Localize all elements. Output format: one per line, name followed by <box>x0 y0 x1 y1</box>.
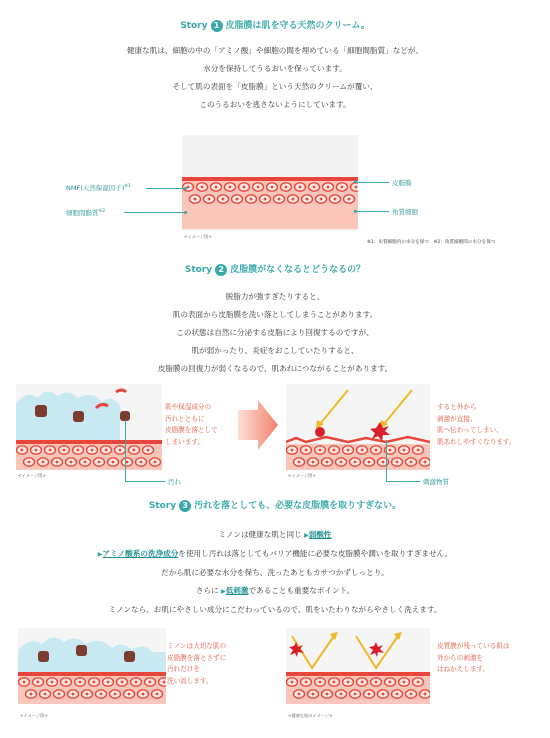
story2-left-description: 肌や保湿成分の 汚れとともに 皮脂膜を落として しまいます。 <box>165 403 218 446</box>
cell-nucleus <box>114 693 117 696</box>
cell-nucleus <box>28 461 31 464</box>
cell-nucleus <box>142 693 145 696</box>
cell-nucleus <box>63 449 66 452</box>
cell-nucleus <box>396 461 399 464</box>
image-note: <健康な肌のイメージ> <box>288 713 333 718</box>
cell-nucleus <box>250 198 253 201</box>
story3-line2: ▶アミノ酸系の洗浄成分を使用し汚れは落としてもバリア機能に必要な皮脂膜や潤いを取りすぎません。 <box>97 549 453 558</box>
cell-nucleus <box>112 461 115 464</box>
dirt-particle <box>76 645 87 656</box>
lipid-leader-dot <box>184 211 187 214</box>
nmf-leader-dot <box>184 187 187 190</box>
cell-nucleus <box>312 461 315 464</box>
dirt-particle <box>124 651 135 662</box>
dirt-leader-line-h <box>125 481 165 482</box>
cell-nucleus <box>37 681 40 684</box>
cell-nucleus <box>229 186 232 189</box>
story2-heading: 皮脂膜がなくなるとどうなるの？ <box>230 265 366 275</box>
cell-nucleus <box>375 681 378 684</box>
cell-nucleus <box>341 186 344 189</box>
cell-nucleus <box>21 449 24 452</box>
cell-nucleus <box>84 461 87 464</box>
cell-nucleus <box>79 681 82 684</box>
sebum-leader-line <box>355 182 389 183</box>
irritant-leader-line-h <box>386 481 420 482</box>
cell-nucleus <box>333 449 336 452</box>
cell-nucleus <box>285 186 288 189</box>
cell-nucleus <box>201 186 204 189</box>
story2-paragraph <box>0 288 550 378</box>
story2-number-badge: 2 <box>215 264 227 276</box>
link-arrow-icon: ▶ <box>221 588 226 595</box>
cell-nucleus <box>403 681 406 684</box>
cell-nucleus <box>340 461 343 464</box>
story3-line3: だから肌に必要な水分を保ち、洗ったあともカサつかずしっとり。 <box>161 568 389 577</box>
cell-nucleus <box>133 449 136 452</box>
cell-nucleus <box>354 693 357 696</box>
cell-nucleus <box>121 681 124 684</box>
cell-nucleus <box>354 461 357 464</box>
story2-line: この状態は自然に分泌する皮脂により回復するのですが、 <box>176 328 374 337</box>
skin-diagram-minon-washing <box>18 628 166 704</box>
skin-diagram-irritated <box>286 384 430 470</box>
lipid-label: 細胞間脂質$^{※2}$ <box>66 208 106 217</box>
story1-number-badge: 1 <box>211 20 223 32</box>
cell-nucleus <box>257 186 260 189</box>
cell-nucleus <box>98 461 101 464</box>
image-note: <イメージ図> <box>288 473 316 478</box>
transition-arrow-icon <box>238 400 278 450</box>
dirt-leader-line <box>125 420 126 481</box>
cell-nucleus <box>194 198 197 201</box>
cell-nucleus <box>403 449 406 452</box>
cell-nucleus <box>326 693 329 696</box>
cell-nucleus <box>119 449 122 452</box>
story2-line: 脱脂力が強すぎたりすると、 <box>225 292 325 301</box>
cell-nucleus <box>292 198 295 201</box>
weak-acid-link[interactable]: 弱酸性 <box>308 530 332 539</box>
link-arrow-icon: ▶ <box>97 551 103 558</box>
cell-nucleus <box>347 449 350 452</box>
cell-nucleus <box>320 198 323 201</box>
cell-nucleus <box>135 681 138 684</box>
keratin-leader-dot <box>354 210 357 213</box>
cell-nucleus <box>319 681 322 684</box>
story1-title <box>0 18 550 32</box>
cell-nucleus <box>100 693 103 696</box>
cell-nucleus <box>389 449 392 452</box>
cell-nucleus <box>333 681 336 684</box>
cell-nucleus <box>105 449 108 452</box>
story2-label: Story <box>184 265 213 275</box>
cell-nucleus <box>278 198 281 201</box>
lipid-leader-line <box>124 212 186 213</box>
cell-nucleus <box>417 449 420 452</box>
cell-nucleus <box>236 198 239 201</box>
cell-nucleus <box>327 186 330 189</box>
link-arrow-icon: ▶ <box>304 532 309 539</box>
cell-nucleus <box>348 198 351 201</box>
cell-nucleus <box>65 681 68 684</box>
skin-layers-illustration <box>182 135 358 231</box>
cell-nucleus <box>389 681 392 684</box>
story1-line: 健康な肌は、細胞の中の「アミノ酸」や細胞の間を埋めている「細胞間脂質」などが、 <box>126 46 424 55</box>
cell-nucleus <box>382 693 385 696</box>
story2-line: 皮脂膜の回復力が弱くなるので、肌あれにつながることがあります。 <box>157 364 393 373</box>
cell-nucleus <box>410 693 413 696</box>
cell-nucleus <box>306 198 309 201</box>
cell-nucleus <box>271 186 274 189</box>
story1-line: そして肌の表面を「皮脂膜」という天然のクリームが覆い、 <box>172 82 378 91</box>
cell-nucleus <box>291 449 294 452</box>
cell-nucleus <box>424 461 427 464</box>
dirt-particle <box>35 405 47 417</box>
dirt-particle <box>73 411 84 422</box>
cell-nucleus <box>291 681 294 684</box>
story3-title <box>0 498 550 512</box>
story3-line5: ミノンなら、お肌にやさしい成分にこだわっているので、肌をいたわりながらやさしく洗えます。 <box>108 605 442 614</box>
cell-nucleus <box>156 693 159 696</box>
cell-nucleus <box>35 449 38 452</box>
cell-nucleus <box>56 461 59 464</box>
irritant-leader-line <box>386 440 387 481</box>
story3-right-description: 皮質膜が残っている肌は 外からの刺激を はねかえします。 <box>437 642 510 673</box>
cell-nucleus <box>140 461 143 464</box>
cell-nucleus <box>77 449 80 452</box>
irritant-label: 刺激物質 <box>423 478 449 486</box>
cell-nucleus <box>70 461 73 464</box>
story1-footnote: ※1：角質細胞内の水分を保つ ※2：角質細胞間の水分を保つ <box>367 240 496 245</box>
story3-paragraph <box>0 526 550 619</box>
cell-nucleus <box>361 449 364 452</box>
keratin-leader-line <box>355 211 389 212</box>
cell-nucleus <box>44 693 47 696</box>
keratin-label: 角質細胞 <box>392 208 418 216</box>
story1-paragraph <box>0 42 550 114</box>
cell-nucleus <box>128 693 131 696</box>
cell-nucleus <box>396 693 399 696</box>
story3-left-description: ミノンは大切な肌の 皮脂膜を落とさずに 汚れだけを 洗い流します。 <box>167 642 227 685</box>
skin-diagram-healthy <box>182 135 358 231</box>
story2-line: 肌が弱かったり、炎症をおこしていたりすると、 <box>191 346 359 355</box>
cell-nucleus <box>49 449 52 452</box>
cell-nucleus <box>417 681 420 684</box>
story3-label: Story <box>148 501 177 511</box>
cell-nucleus <box>163 681 166 684</box>
skin-diagram-washing <box>16 384 162 470</box>
dirt-particle <box>38 651 49 662</box>
cell-nucleus <box>312 693 315 696</box>
cell-nucleus <box>305 449 308 452</box>
cell-nucleus <box>126 461 129 464</box>
cell-nucleus <box>375 449 378 452</box>
sebum-leader-dot <box>354 180 357 183</box>
story1-label: Story <box>180 21 208 31</box>
cell-nucleus <box>215 186 218 189</box>
sebum-label: 皮脂膜 <box>392 179 412 187</box>
cell-nucleus <box>42 461 45 464</box>
cell-nucleus <box>86 693 89 696</box>
cell-nucleus <box>368 461 371 464</box>
story2-title <box>0 262 550 276</box>
cell-nucleus <box>313 186 316 189</box>
cell-nucleus <box>347 681 350 684</box>
cell-nucleus <box>58 693 61 696</box>
cell-nucleus <box>299 186 302 189</box>
story3-line1: ミノンは健康な肌と同じ ▶弱酸性 <box>218 530 332 539</box>
cell-nucleus <box>72 693 75 696</box>
cell-nucleus <box>187 186 190 189</box>
cell-nucleus <box>410 461 413 464</box>
cell-nucleus <box>334 198 337 201</box>
cell-nucleus <box>382 461 385 464</box>
image-note: <イメージ図> <box>20 713 48 718</box>
cell-nucleus <box>91 449 94 452</box>
story1-heading: 皮脂膜は肌を守る天然のクリーム。 <box>225 21 370 31</box>
cell-nucleus <box>93 681 96 684</box>
cell-nucleus <box>149 681 152 684</box>
cell-nucleus <box>30 693 33 696</box>
story1-line: 水分を保持してうるおいを保っています。 <box>203 64 347 73</box>
cell-nucleus <box>208 198 211 201</box>
skin-diagram-protected <box>286 628 430 704</box>
image-note: <イメージ図> <box>184 234 212 239</box>
story2-line: 肌の表面から皮脂膜を洗い落としてしまうことがあります。 <box>172 310 378 319</box>
cell-nucleus <box>107 681 110 684</box>
cell-nucleus <box>264 198 267 201</box>
cell-nucleus <box>23 681 26 684</box>
story1-line: このうるおいを逃さないようにしています。 <box>199 100 351 109</box>
cell-nucleus <box>319 449 322 452</box>
image-note: <イメージ図> <box>18 473 46 478</box>
cell-nucleus <box>355 186 358 189</box>
cell-nucleus <box>340 693 343 696</box>
low-irritation-link[interactable]: 低刺激 <box>225 586 249 595</box>
cell-nucleus <box>147 449 150 452</box>
story2-right-description: すると外から 刺激が直接、 肌へ伝わってしまい、 肌あれしやすくなります。 <box>437 403 516 446</box>
nmf-leader-line <box>146 188 186 189</box>
cell-nucleus <box>424 693 427 696</box>
dirt-label: 汚れ <box>168 478 181 486</box>
story3-number-badge: 3 <box>179 500 191 512</box>
cell-nucleus <box>368 693 371 696</box>
cell-nucleus <box>326 461 329 464</box>
cell-nucleus <box>222 198 225 201</box>
cell-nucleus <box>298 693 301 696</box>
story3-line4: さらに ▶低刺激であることも重要なポイント。 <box>195 586 355 595</box>
cell-nucleus <box>298 461 301 464</box>
story3-heading: 汚れを落としても、必要な皮脂膜を取りすぎない。 <box>194 501 402 511</box>
amino-acid-cleanser-link[interactable]: アミノ酸系の洗浄成分 <box>102 549 179 558</box>
cell-nucleus <box>305 681 308 684</box>
cell-nucleus <box>361 681 364 684</box>
nmf-label: NMF(天然保湿因子)$^{※1}$ <box>66 183 131 192</box>
cell-nucleus <box>154 461 157 464</box>
cell-nucleus <box>51 681 54 684</box>
cell-nucleus <box>243 186 246 189</box>
